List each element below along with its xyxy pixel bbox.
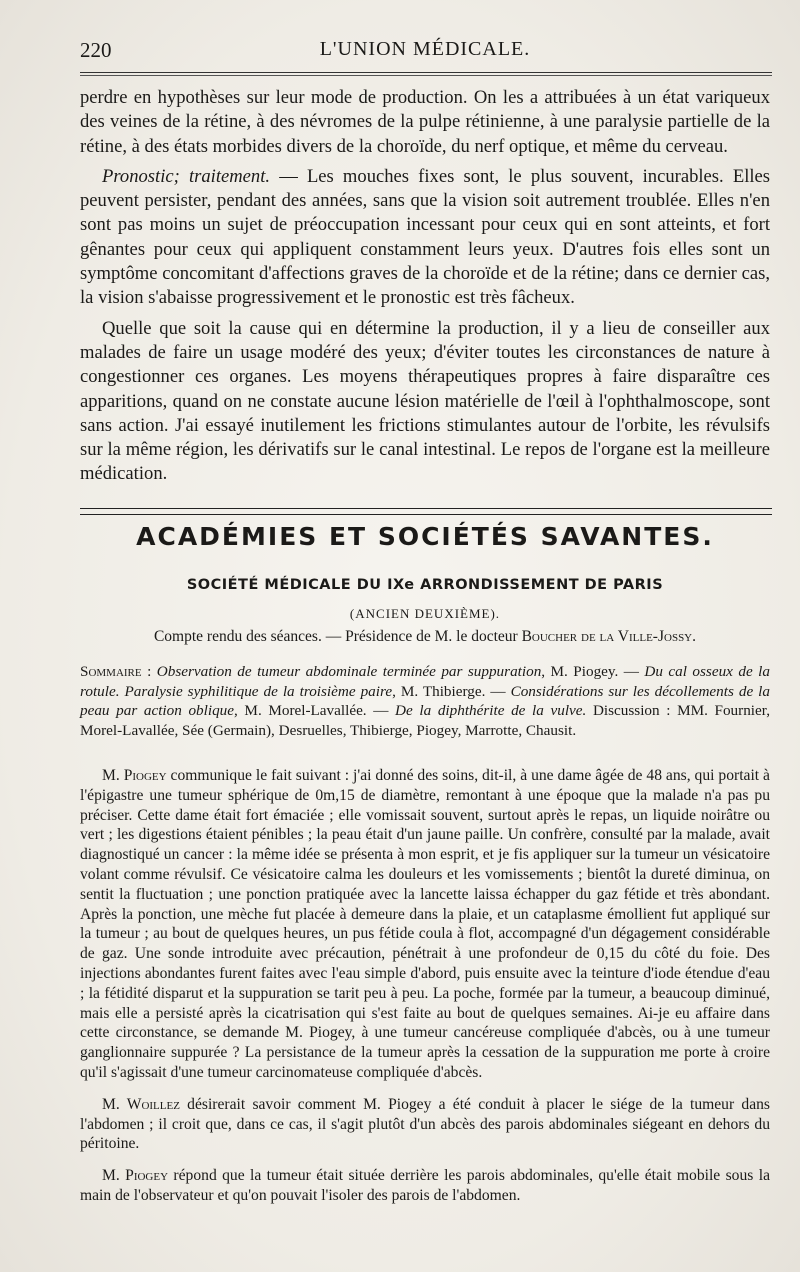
page-number: 220: [80, 38, 112, 62]
paragraph-continued: perdre en hypothèses sur leur mode de production. On les a attribuées à un état variqueux des veines de la rétine, à des névromes de la pulpe rétinienne, à une paralysie partielle de la rétine, à des états morbides divers de la choroïde, du nerf optique, et même du cerveau.: [80, 87, 770, 157]
prognosis-text: — Les mouches fixes sont, le plus souvent, incurables. Elles peuvent persister, pendant des années, sans que la vision soit autrement troublée. Elles n'en sont pas moins un sujet de préoccupation incessant pour ceux qui en sont atteints, et fort gênantes pour ceux qui appliquent constamment leurs yeux. D'autres fois elles sont un symptôme concomitant d'affections graves de la choroïde et de la rétine; dans ce dernier cas, la vision s'abaisse progressivement et le pronostic est très fâcheux.: [80, 165, 771, 309]
summary-label: Sommaire :: [80, 663, 152, 680]
paragraph-prognosis: [80, 165, 770, 311]
summary-item-4: De la diphthérite de la vulve.: [395, 702, 587, 720]
paragraph-treatment: Quelle que soit la cause qui en détermine la production, il y a lieu de conseiller aux malades de faire un usage modéré des yeux; d'éviter toutes les circonstances de nature à congestionner ces organes. Les moyens thérapeutiques propres à faire disparaître ces apparitions, quand on ne constate aucune lésion matérielle de l'œil à l'ophthalmoscope, sont sans action. J'ai essayé inutilement les frictions stimulantes autour de l'orbite, les révulsifs sur la même région, les dérivatifs sur le canal intestinal. Le repos de l'organe est la meilleure médication.: [80, 317, 770, 485]
speaker-text: désirerait savoir comment M. Piogey a été conduit à placer le siége de la tumeur dans l'abdomen ; il croit que, dans ce cas, il s'agit plutôt d'un abcès des parois abdominales siégeant en dehors du péritoine.: [80, 1095, 770, 1153]
summary-item-1: Observation de tumeur abdominale terminée par suppuration: [151, 663, 542, 680]
section-title: ACADÉMIES ET SOCIÉTÉS SAVANTES.: [136, 522, 714, 551]
summary: [80, 662, 770, 740]
summary-item-3: Considérations sur les décollements de la peau par action oblique: [80, 682, 770, 720]
society-title: SOCIÉTÉ MÉDICALE DU IXe ARRONDISSEMENT DE PARIS: [186, 577, 664, 593]
summary-author-3: , M. Morel-Lavallée. —: [234, 702, 396, 720]
session-line: [80, 628, 770, 646]
summary-item-2: Du cal osseux de la rotule. Paralysie syphilitique de la troisième paire: [80, 663, 770, 700]
report-paragraph-3: [80, 1166, 770, 1206]
summary-author-1: , M. Piogey. —: [541, 663, 645, 680]
summary-author-2: , M. Thibierge. —: [392, 682, 511, 700]
summary-paragraph: [80, 662, 770, 740]
society-report: [80, 766, 770, 1206]
society-subtitle: (ANCIEN DEUXIÈME).: [349, 606, 501, 621]
summary-discussion: Discussion : MM. Fournier, Morel-Lavallée, Sée (Germain), Desruelles, Thibierge, Piogey, Marrotte, Chausit.: [80, 702, 771, 739]
speaker-name: M. Piogey: [102, 767, 167, 784]
section-divider: [80, 508, 772, 515]
speaker-text: répond que la tumeur était située derrière les parois abdominales, qu'elle était mobile sous la main de l'observateur et qu'on pouvait l'isoler des parois de l'abdomen.: [80, 1167, 770, 1204]
top-article: [80, 86, 770, 487]
page-header: [80, 36, 770, 68]
header-rule-thin: [80, 75, 772, 76]
session-president: Boucher de la Ville-Jossy.: [521, 628, 697, 645]
speaker-name: M. Woillez: [102, 1095, 180, 1113]
running-title: L'UNION MÉDICALE.: [319, 38, 531, 60]
speaker-text: communique le fait suivant : j'ai donné des soins, dit-il, à une dame âgée de 48 ans, qui portait à l'épigastre une tumeur sphérique de 0m,15 de diamètre, remontant à une époque que la malade n'a pas pu préciser. Cette dame était fort émaciée ; elle vomissait souvent, surtout après le repas, un liquide noirâtre ou vert ; les digestions étaient pénibles ; la peau était d'un jaune paille. Un confrère, consulté par la malade, avait diagnostiqué un cancer : la même idée se présenta à mon esprit, et je fis appliquer sur la tumeur un vésicatoire volant comme révulsif. Ce vésicatoire calma les douleurs et les vomissements ; bientôt la dureté diminua, on sentit la fluctuation ; une ponction pratiquée avec la lancette laissa échapper du gaz fétide et très abondant. Après la ponction, une mèche fut placée à demeure dans la plaie, et un cataplasme émollient fut appliqué sur la tumeur ; au bout de quelques heures, un pus fétide coula à flot, accompagné d'un dégagement considérable de gaz. Une sonde introduite avec précaution, pénétrait à une profondeur de 0,15 du côté du foie. Des injections abondantes furent faites avec l'eau simple d'abord, puis ensuite avec la teinture d'iode étendue d'eau ; la fétidité disparut et la suppuration se tarit peu à peu. La poche, formée par la tumeur, a beaucoup diminué, mais elle a persisté après la cicatrisation qui s'est faite au bout de quelques semaines. Ai-je eu affaire dans cette circonstance, se demande M. Piogey, à une tumeur cancéreuse compliquée d'abcès, ou à une tumeur ganglionnaire suppurée ? La persistance de la tumeur après la cessation de la suppuration me porte à croire qu'il s'agissait d'une tumeur carcinomateuse compliquée d'abcès.: [80, 767, 770, 1081]
prognosis-heading: Pronostic; traitement.: [102, 165, 271, 187]
header-rule: [80, 72, 772, 73]
report-paragraph-2: [80, 1095, 770, 1154]
report-paragraph-1: [80, 766, 770, 1083]
session-prefix: Compte rendu des séances. — Présidence de M. le docteur: [153, 628, 522, 645]
speaker-name: M. Piogey: [102, 1167, 169, 1185]
